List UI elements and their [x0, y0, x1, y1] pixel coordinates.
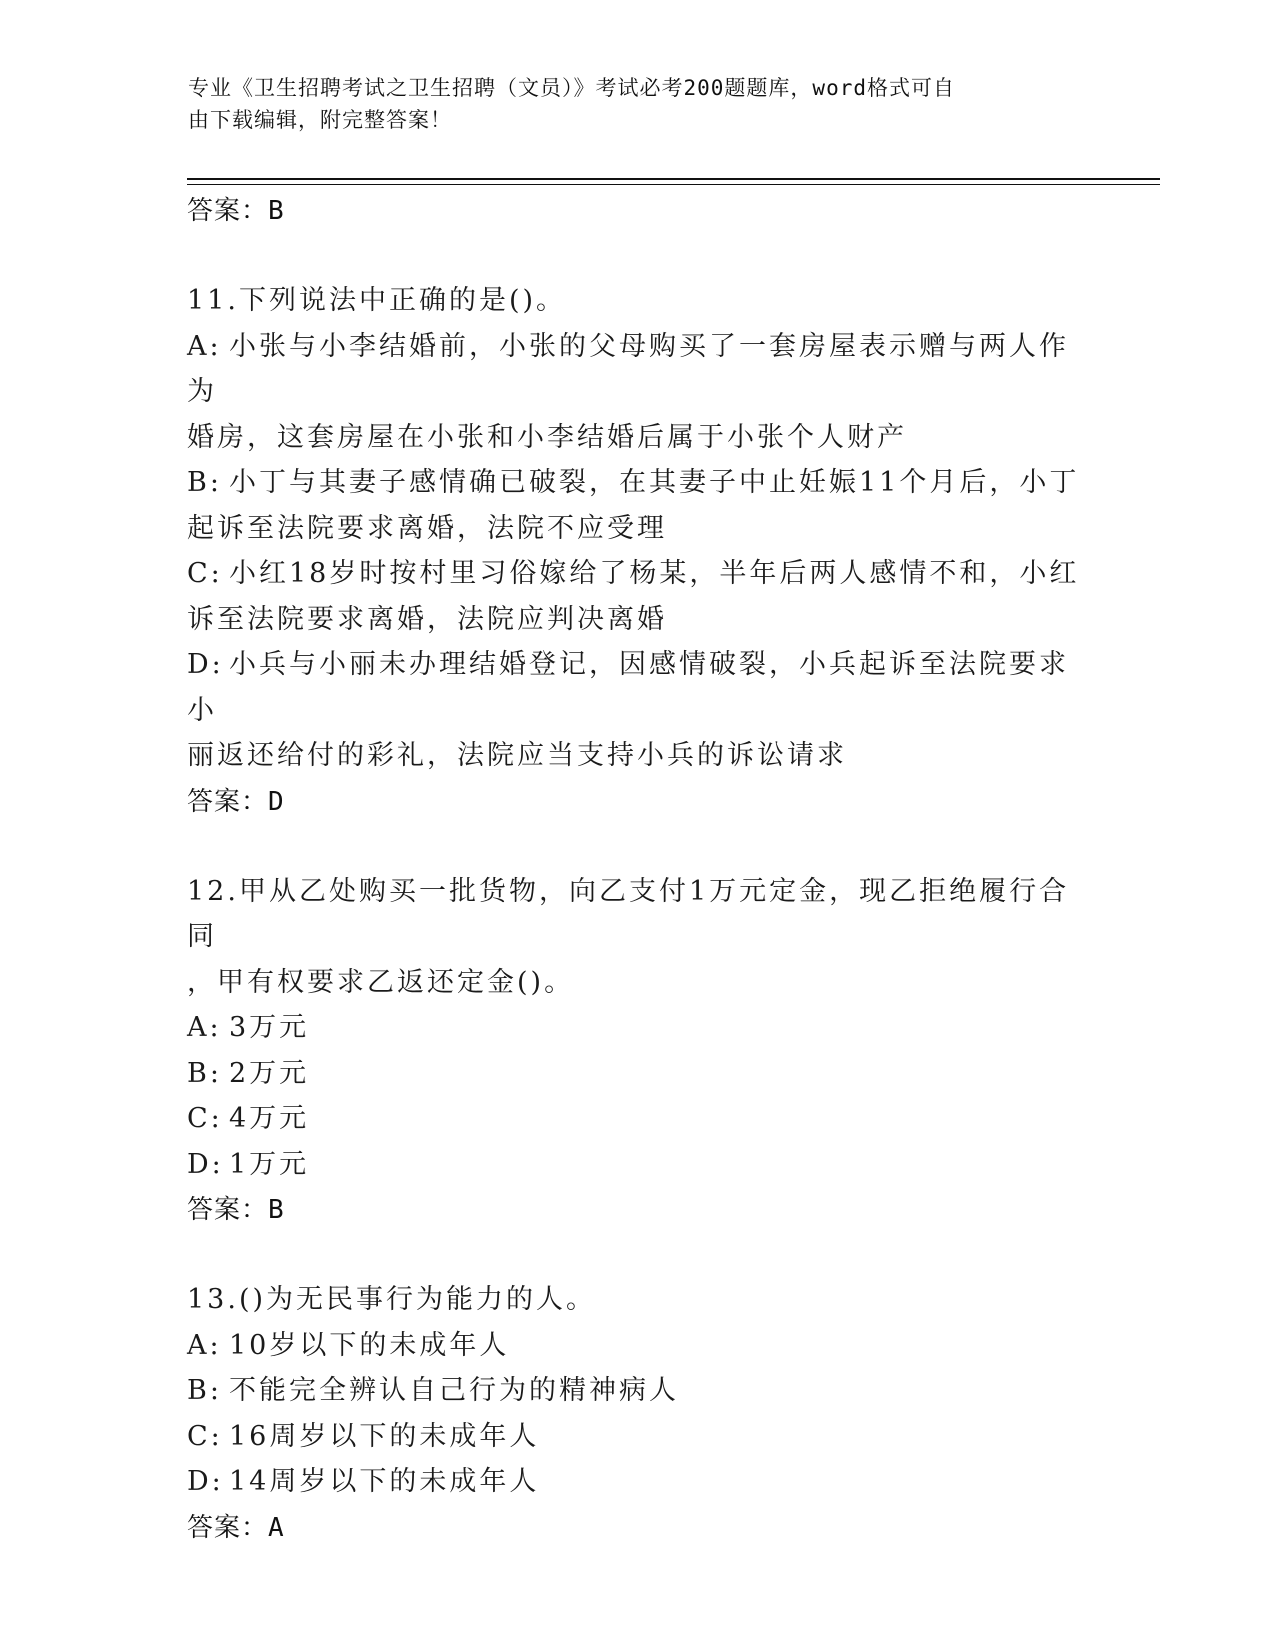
option-b — [187, 1051, 1087, 1097]
option-c — [187, 1096, 1087, 1142]
header-line-1: 专业《卫生招聘考试之卫生招聘（文员）》考试必考200题题库，word格式可自 — [188, 76, 955, 100]
option-text: 小兵与小丽未办理结婚登记，因感情破裂，小兵起诉至法院要求小 — [187, 649, 1069, 726]
answer-12: 答案：B — [187, 1195, 285, 1225]
option-d — [187, 642, 1087, 733]
option-d-continued: 丽返还给付的彩礼，法院应当支持小兵的诉讼请求 — [187, 740, 847, 771]
option-b — [187, 460, 1087, 506]
option-text: 不能完全辨认自己行为的精神病人 — [229, 1375, 679, 1406]
question-stem: 12.甲从乙处购买一批货物，向乙支付1万元定金，现乙拒绝履行合同 — [187, 875, 1070, 952]
option-a-continued: 婚房，这套房屋在小张和小李结婚后属于小张个人财产 — [187, 421, 907, 453]
option-text: 小张与小李结婚前，小张的父母购买了一套房屋表示赠与两人作为 — [187, 330, 1069, 407]
option-c — [187, 1414, 1087, 1460]
header-rule-thin — [187, 184, 1160, 185]
option-text: 10岁以下的未成年人 — [229, 1329, 510, 1361]
option-text: 4万元 — [229, 1103, 310, 1134]
option-text: 3万元 — [229, 1012, 310, 1043]
option-text: 14周岁以下的未成年人 — [229, 1466, 540, 1497]
option-b — [187, 1368, 1087, 1414]
option-text: 小丁与其妻子感情确已破裂，在其妻子中止妊娠11个月后，小丁 — [229, 467, 1080, 498]
option-label: D: — [187, 649, 224, 680]
option-label: B: — [187, 1057, 222, 1089]
option-d — [187, 1459, 1087, 1505]
option-label: A: — [187, 1329, 222, 1361]
document-body — [187, 188, 1087, 1551]
option-label: B: — [187, 467, 222, 498]
question-11 — [187, 278, 1087, 825]
header-line-2: 由下载编辑，附完整答案！ — [188, 108, 452, 132]
option-a — [187, 324, 1087, 415]
option-label: B: — [187, 1375, 222, 1406]
option-label: D: — [187, 1148, 224, 1180]
header-rule-thick — [187, 178, 1160, 180]
question-stem-continued: ，甲有权要求乙返还定金()。 — [187, 966, 575, 998]
question-stem: 11.下列说法中正确的是()。 — [187, 285, 567, 316]
option-c — [187, 551, 1087, 597]
option-text: 小红18岁时按村里习俗嫁给了杨某，半年后两人感情不和，小红 — [229, 558, 1080, 589]
option-c-continued: 诉至法院要求离婚，法院应判决离婚 — [187, 603, 667, 635]
option-label: C: — [187, 1103, 223, 1134]
answer-13: 答案：A — [187, 1512, 285, 1543]
option-label: A: — [187, 1012, 222, 1043]
question-13 — [187, 1277, 1087, 1551]
option-a — [187, 1005, 1087, 1051]
answer-11: 答案：D — [187, 786, 285, 817]
option-a — [187, 1323, 1087, 1369]
option-text: 16周岁以下的未成年人 — [229, 1420, 540, 1452]
option-label: A: — [187, 330, 222, 362]
question-12 — [187, 869, 1087, 1234]
option-label: C: — [187, 1420, 223, 1452]
question-stem: 13.()为无民事行为能力的人。 — [187, 1284, 597, 1315]
option-text: 2万元 — [229, 1057, 310, 1089]
option-d — [187, 1142, 1087, 1188]
option-label: C: — [187, 558, 223, 589]
previous-answer: 答案：B — [187, 196, 285, 226]
option-label: D: — [187, 1466, 224, 1497]
document-header — [188, 72, 1088, 136]
option-text: 1万元 — [229, 1148, 310, 1180]
option-b-continued: 起诉至法院要求离婚，法院不应受理 — [187, 512, 667, 544]
